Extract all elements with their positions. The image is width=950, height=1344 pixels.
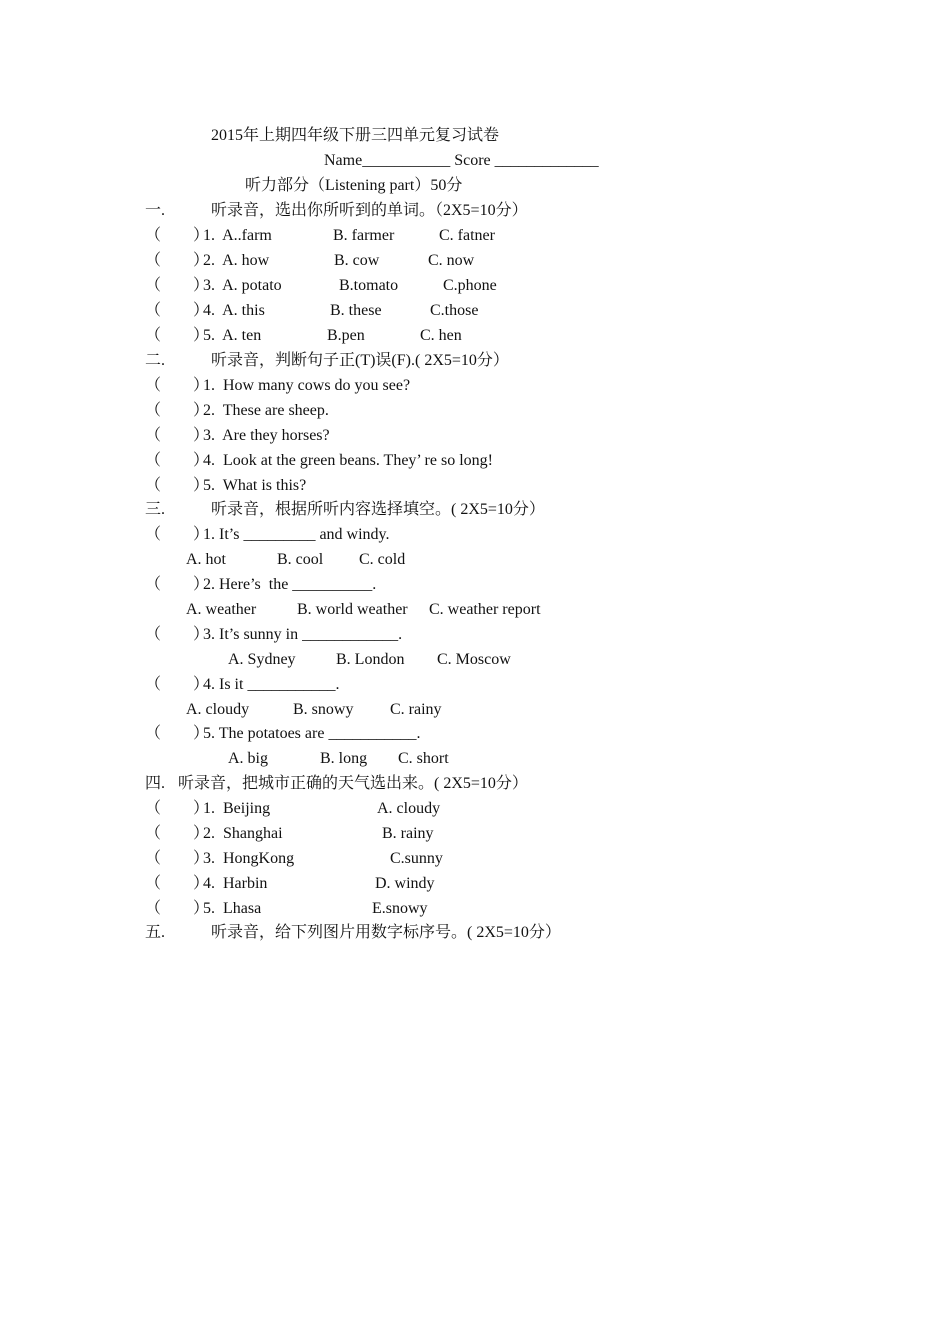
question-text: 5. A. ten (203, 327, 262, 344)
option-c: C. short (398, 750, 449, 767)
question-text: 4. Harbin (203, 875, 268, 892)
option-a: A. hot (186, 551, 226, 568)
question-text: 1. Beijing (203, 800, 271, 817)
question-text: 1. A..farm (203, 227, 272, 244)
section-number: 三. (145, 501, 166, 518)
option-b: B.tomato (339, 277, 399, 294)
weather-option: C.sunny (390, 850, 443, 867)
option-a: A. weather (186, 601, 257, 618)
name-score-line: Name___________ Score _____________ (324, 152, 599, 169)
question-text: 3. A. potato (203, 277, 282, 294)
option-b: B. cow (334, 252, 380, 269)
answer-bracket: （ ） (145, 800, 210, 817)
weather-option: E.snowy (372, 900, 428, 917)
weather-option: A. cloudy (377, 800, 441, 817)
option-c: C. weather report (429, 601, 541, 618)
option-b: B.pen (327, 327, 365, 344)
option-b: B. these (330, 302, 382, 319)
answer-bracket: （ ） (145, 427, 210, 444)
option-c: C. fatner (439, 227, 495, 244)
option-b: B. long (320, 750, 368, 767)
answer-bracket: （ ） (145, 825, 210, 842)
question-text: 3. HongKong (203, 850, 295, 867)
answer-bracket: （ ） (145, 452, 210, 469)
question-text: 2. Here’s the __________. (203, 576, 377, 593)
option-c: C. now (428, 252, 475, 269)
question-text: 2. A. how (203, 252, 270, 269)
question-text: 1. How many cows do you see? (203, 377, 411, 394)
answer-bracket: （ ） (145, 850, 210, 867)
answer-bracket: （ ） (145, 875, 210, 892)
question-text: 1. It’s _________ and windy. (203, 526, 390, 543)
section-heading: 听录音，根据所听内容选择填空。( 2X5=10分） (211, 501, 545, 518)
section-number: 五. (145, 924, 166, 941)
section-number: 二. (145, 352, 166, 369)
question-text: 4. A. this (203, 302, 265, 319)
option-a: A. cloudy (186, 701, 250, 718)
option-c: C.phone (443, 277, 497, 294)
answer-bracket: （ ） (145, 227, 210, 244)
question-text: 3. It’s sunny in ____________. (203, 626, 403, 643)
option-b: B. London (336, 651, 405, 668)
question-text: 5. Lhasa (203, 900, 262, 917)
question-text: 5. What is this? (203, 477, 307, 494)
option-b: B. cool (277, 551, 324, 568)
option-a: A. Sydney (228, 651, 296, 668)
question-text: 5. The potatoes are ___________. (203, 725, 421, 742)
section-heading: 听录音，判断句子正(T)误(F).( 2X5=10分） (211, 352, 509, 369)
answer-bracket: （ ） (145, 676, 210, 693)
answer-bracket: （ ） (145, 402, 210, 419)
option-c: C. hen (420, 327, 462, 344)
question-text: 2. Shanghai (203, 825, 283, 842)
question-text: 4. Is it ___________. (203, 676, 340, 693)
weather-option: B. rainy (382, 825, 434, 842)
section-number: 一. (145, 202, 166, 219)
section-number: 四. (145, 775, 166, 792)
section-heading: 听录音，选出你所听到的单词。（2X5=10分） (211, 202, 528, 219)
option-c: C.those (430, 302, 479, 319)
answer-bracket: （ ） (145, 526, 210, 543)
option-c: C. rainy (390, 701, 442, 718)
answer-bracket: （ ） (145, 327, 210, 344)
exam-title: 2015年上期四年级下册三四单元复习试卷 (211, 127, 500, 144)
option-b: B. snowy (293, 701, 354, 718)
answer-bracket: （ ） (145, 626, 210, 643)
answer-bracket: （ ） (145, 900, 210, 917)
question-text: 2. These are sheep. (203, 402, 329, 419)
weather-option: D. windy (375, 875, 435, 892)
answer-bracket: （ ） (145, 576, 210, 593)
answer-bracket: （ ） (145, 477, 210, 494)
answer-bracket: （ ） (145, 377, 210, 394)
answer-bracket: （ ） (145, 725, 210, 742)
answer-bracket: （ ） (145, 302, 210, 319)
option-c: C. cold (359, 551, 406, 568)
answer-bracket: （ ） (145, 277, 210, 294)
option-b: B. farmer (333, 227, 395, 244)
option-c: C. Moscow (437, 651, 511, 668)
answer-bracket: （ ） (145, 252, 210, 269)
section-heading: 听录音，给下列图片用数字标序号。( 2X5=10分） (211, 924, 561, 941)
part-title: 听力部分（Listening part）50分 (245, 177, 463, 194)
question-text: 3. Are they horses? (203, 427, 330, 444)
section-heading: 听录音，把城市正确的天气选出来。( 2X5=10分） (178, 775, 528, 792)
option-a: A. big (228, 750, 268, 767)
question-text: 4. Look at the green beans. They’ re so long! (203, 452, 493, 469)
option-b: B. world weather (297, 601, 408, 618)
